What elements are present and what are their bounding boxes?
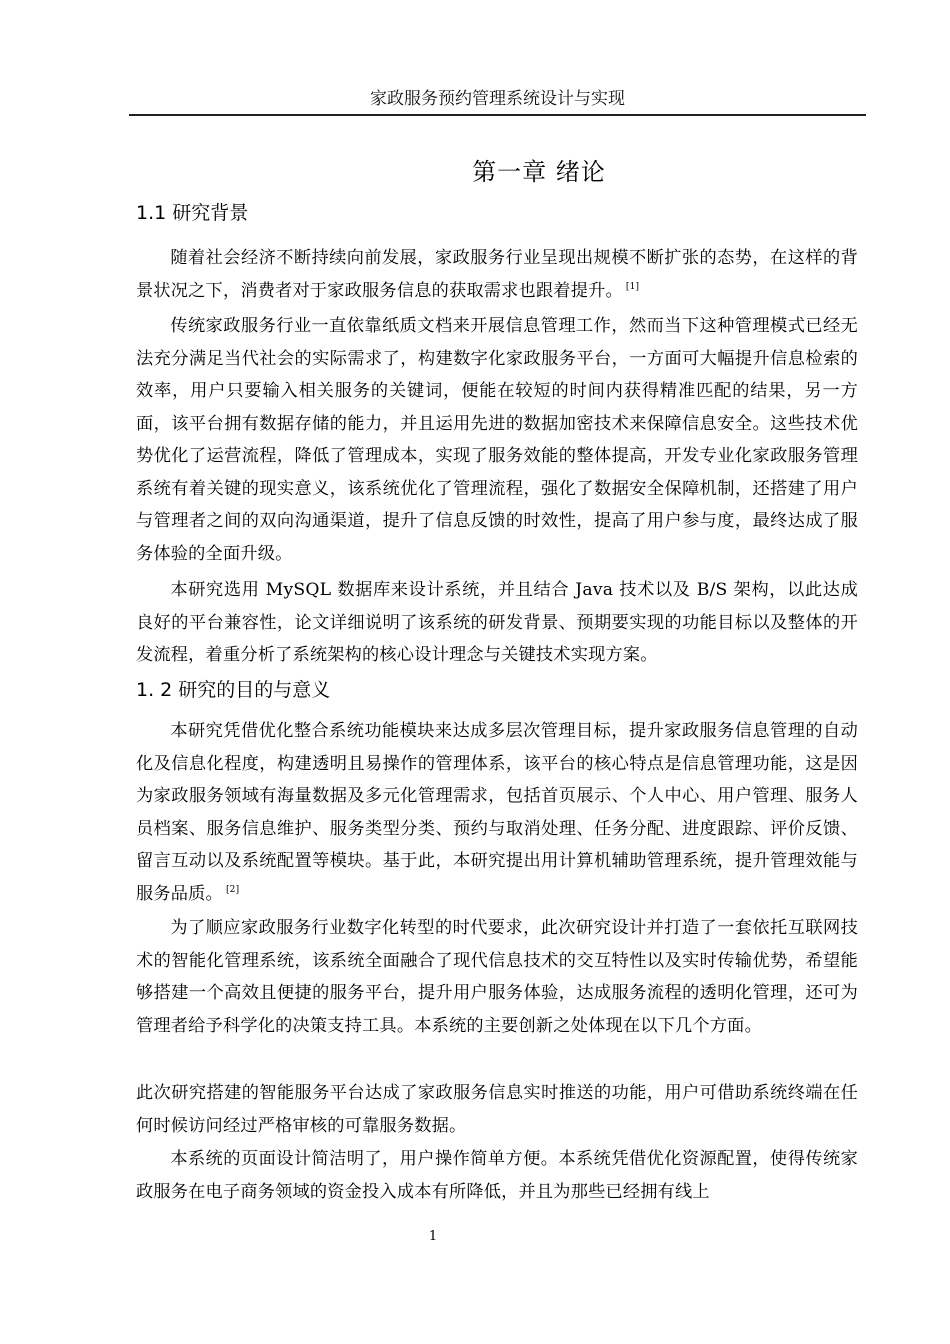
paragraph: 本系统的页面设计简洁明了，用户操作简单方便。本系统凭借优化资源配置，使得传统家政服务在电子商务领域的资金投入成本有所降低，并且为那些已经拥有线上	[136, 1149, 858, 1202]
header-rule	[129, 114, 866, 116]
citation: [2]	[225, 884, 240, 895]
paragraph: 传统家政服务行业一直依靠纸质文档来开展信息管理工作，然而当下这种管理模式已经无法充分满足当代社会的实际需求了，构建数字化家政服务平台，一方面可大幅提升信息检索的效率，用户只要输入相关服务的关键词，便能在较短的时间内获得精准匹配的结果，另一方面，该平台拥有数据存储的能力，并且运用先进的数据加密技术来保障信息安全。这些技术优势优化了运营流程，降低了管理成本，实现了服务效能的整体提高，开发专业化家政服务管理系统有着关键的现实意义，该系统优化了管理流程，强化了数据安全保障机制，还搭建了用户与管理者之间的双向沟通渠道，提升了信息反馈的时效性，提高了用户参与度，最终达成了服务体验的全面升级。	[136, 316, 858, 564]
section-title-1-1: 1.1 研究背景	[136, 202, 249, 224]
chapter-title: 第一章 绪论	[472, 158, 606, 186]
paragraph: 本研究凭借优化整合系统功能模块来达成多层次管理目标，提升家政服务信息管理的自动化及信息化程度，构建透明且易操作的管理体系，该平台的核心特点是信息管理功能，这是因为家政服务领域有海量数据及多元化管理需求，包括首页展示、个人中心、用户管理、服务人员档案、服务信息维护、服务类型分类、预约与取消处理、任务分配、进度跟踪、评价反馈、留言互动以及系统配置等模块。基于此，本研究提出用计算机辅助管理系统，提升管理效能与服务品质。 [2]	[136, 721, 858, 904]
paragraph: 为了顺应家政服务行业数字化转型的时代要求，此次研究设计并打造了一套依托互联网技术的智能化管理系统，该系统全面融合了现代信息技术的交互特性以及实时传输优势，希望能够搭建一个高效且便捷的服务平台，提升用户服务体验，达成服务流程的透明化管理，还可为管理者给予科学化的决策支持工具。本系统的主要创新之处体现在以下几个方面。	[136, 918, 858, 1036]
citation: [1]	[625, 281, 640, 292]
section-title-1-2: 1. 2 研究的目的与意义	[136, 679, 331, 701]
running-header: 家政服务预约管理系统设计与实现	[370, 89, 625, 109]
paragraph: 随着社会经济不断持续向前发展，家政服务行业呈现出规模不断扩张的态势，在这样的背景状况之下，消费者对于家政服务信息的获取需求也跟着提升。 [1]	[136, 248, 858, 301]
paragraph: 本研究选用 MySQL 数据库来设计系统，并且结合 Java 技术以及 B/S 架构，以此达成良好的平台兼容性，论文详细说明了该系统的研发背景、预期要实现的功能目标以及整体的开发流程，着重分析了系统架构的核心设计理念与关键技术实现方案。	[136, 580, 858, 665]
paragraph: 此次研究搭建的智能服务平台达成了家政服务信息实时推送的功能，用户可借助系统终端在任何时候访问经过严格审核的可靠服务数据。	[136, 1083, 858, 1136]
page-number: 1	[428, 1229, 438, 1244]
